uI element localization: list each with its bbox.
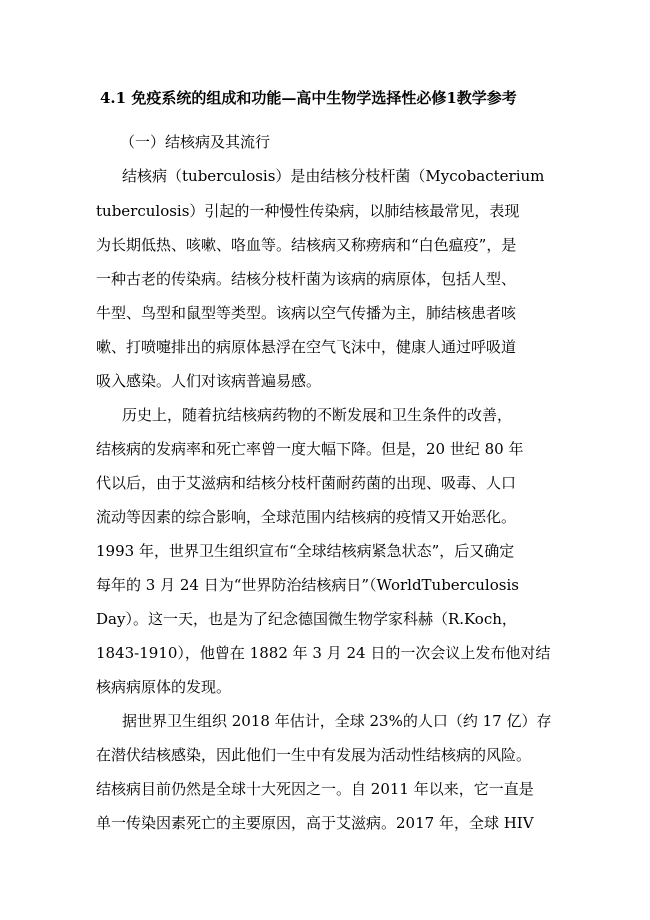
body-line-20: 单一传染因素死亡的主要原因，高于艾滋病。2017 年，全球 HIV <box>96 814 534 832</box>
body-line-3: 为长期低热、咳嗽、咯血等。结核病又称痨病和“白色瘟疫”，是 <box>96 236 517 254</box>
body-line-16: 核病病原体的发现。 <box>96 678 232 696</box>
document-title: 4.1 免疫系统的组成和功能—高中生物学选择性必修1教学参考 <box>100 89 517 107</box>
body-line-8: 历史上，随着抗结核病药物的不断发展和卫生条件的改善， <box>122 406 513 424</box>
body-line-15: 1843-1910），他曾在 1882 年 3 月 24 日的一次会议上发布他对结 <box>96 644 551 662</box>
body-line-6: 嗽、打喷嚏排出的病原体悬浮在空气飞沫中，健康人通过呼吸道 <box>96 338 517 356</box>
body-line-12: 1993 年，世界卫生组织宣布“全球结核病紧急状态”，后又确定 <box>96 542 515 560</box>
body-line-10: 代以后，由于艾滋病和结核分枝杆菌耐药菌的出现、吸毒、人口 <box>96 474 517 492</box>
body-line-19: 结核病目前仍然是全球十大死因之一。自 2011 年以来，它一直是 <box>96 780 534 798</box>
body-line-18: 在潜伏结核感染，因此他们一生中有发展为活动性结核病的风险。 <box>96 746 532 764</box>
body-line-17: 据世界卫生组织 2018 年估计，全球 23%的人口（约 17 亿）存 <box>122 712 552 730</box>
body-line-11: 流动等因素的综合影响，全球范围内结核病的疫情又开始恶化。 <box>96 508 517 526</box>
body-line-13: 每年的 3 月 24 日为“世界防治结核病日”（WorldTuberculosis <box>96 576 519 594</box>
body-line-5: 牛型、鸟型和鼠型等类型。该病以空气传播为主，肺结核患者咳 <box>96 304 517 322</box>
body-line-2: tuberculosis）引起的一种慢性传染病，以肺结核最常见，表现 <box>96 202 520 220</box>
body-line-14: Day）。这一天，也是为了纪念德国微生物学家科赫（R.Koch， <box>96 610 517 628</box>
body-line-7: 吸入感染。人们对该病普遍易感。 <box>96 372 322 390</box>
body-line-9: 结核病的发病率和死亡率曾一度大幅下降。但是，20 世纪 80 年 <box>96 440 524 458</box>
body-line-1: 结核病（tuberculosis）是由结核分枝杆菌（Mycobacterium <box>122 167 545 185</box>
section-heading: （一）结核病及其流行 <box>120 133 271 151</box>
body-line-4: 一种古老的传染病。结核分枝杆菌为该病的病原体，包括人型、 <box>96 270 517 288</box>
